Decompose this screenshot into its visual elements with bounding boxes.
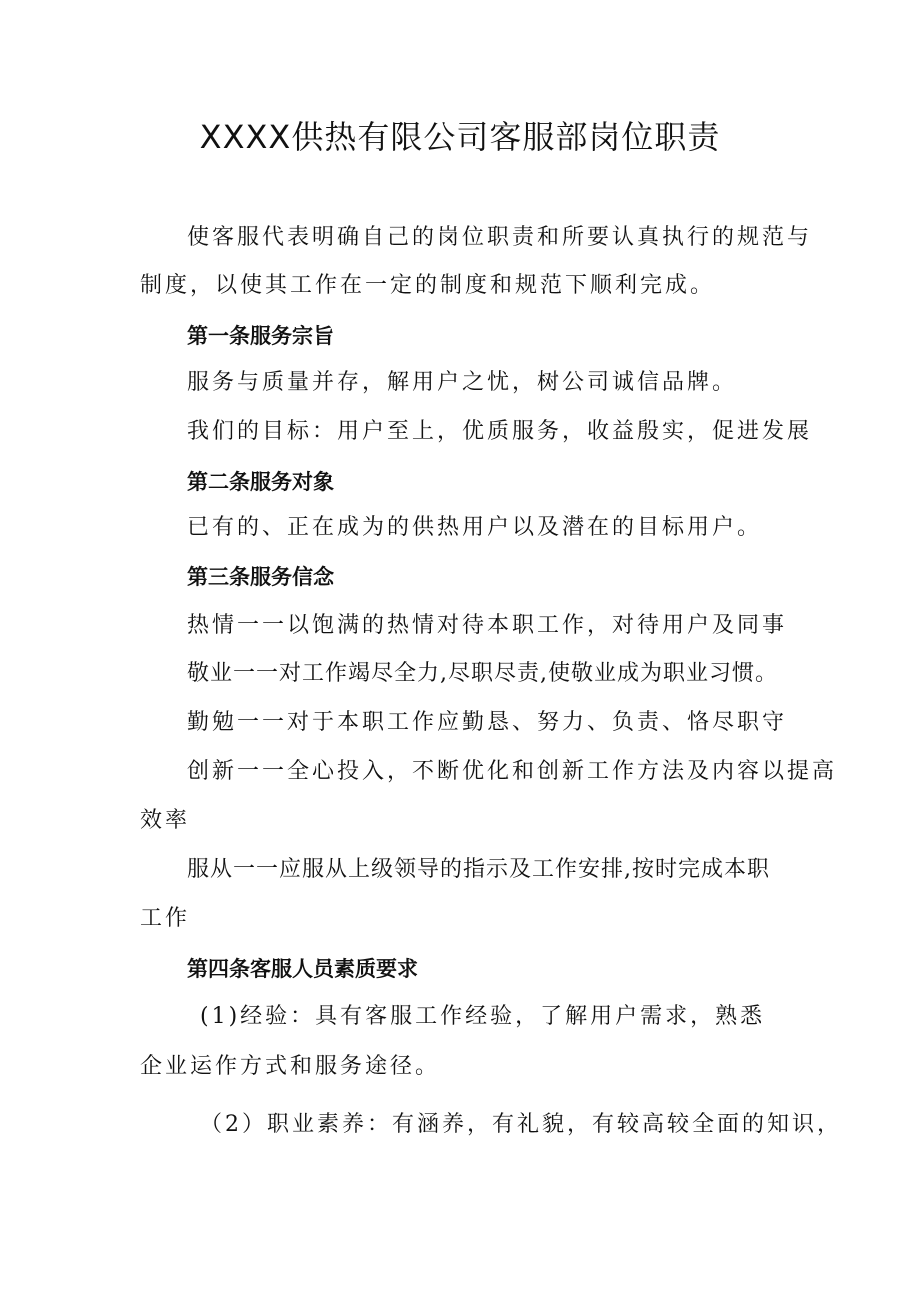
intro-paragraph-line-2: 制度，以使其工作在一定的制度和规范下顺利完成。 bbox=[140, 273, 716, 298]
intro-paragraph-line-1: 使客服代表明确自己的岗位职责和所要认真执行的规范与 bbox=[187, 225, 813, 250]
article-3-line-4: 创新一一全心投入，不断优化和创新工作方法及内容以提高 bbox=[187, 759, 838, 784]
article-4-item-1-cont: 企业运作方式和服务途径。 bbox=[140, 1054, 441, 1079]
article-1-line-1: 服务与质量并存，解用户之忧，树公司诚信品牌。 bbox=[187, 370, 738, 395]
article-1-heading: 第一条服务宗旨 bbox=[187, 324, 334, 348]
article-2-heading: 第二条服务对象 bbox=[187, 470, 334, 494]
article-3-line-3: 勤勉一一对于本职工作应勤恳、努力、负责、恪尽职守 bbox=[187, 710, 788, 735]
document-title: XXXX供热有限公司客服部岗位职责 bbox=[199, 118, 721, 156]
article-3-line-2: 敬业一一对工作竭尽全力,尽职尽责,使敬业成为职业习惯。 bbox=[187, 661, 778, 686]
article-2-line-1: 已有的、正在成为的供热用户以及潜在的目标用户。 bbox=[187, 515, 763, 540]
article-3-line-5: 服从一一应服从上级领导的指示及工作安排,按时完成本职 bbox=[187, 857, 770, 882]
article-3-heading: 第三条服务信念 bbox=[187, 565, 334, 589]
article-3-line-5-cont: 工作 bbox=[140, 906, 191, 931]
article-3-line-4-cont: 效率 bbox=[140, 808, 191, 833]
article-4-heading: 第四条客服人员素质要求 bbox=[187, 957, 418, 981]
article-4-item-2: （2）职业素养：有涵养，有礼貌，有较高较全面的知识， bbox=[200, 1112, 842, 1137]
article-3-line-1: 热情一一以饱满的热情对待本职工作，对待用户及同事 bbox=[187, 613, 788, 638]
article-1-line-2: 我们的目标：用户至上，优质服务，收益殷实，促进发展 bbox=[187, 419, 813, 444]
article-4-item-1: (1)经验：具有客服工作经验，了解用户需求，熟悉 bbox=[200, 1004, 766, 1029]
